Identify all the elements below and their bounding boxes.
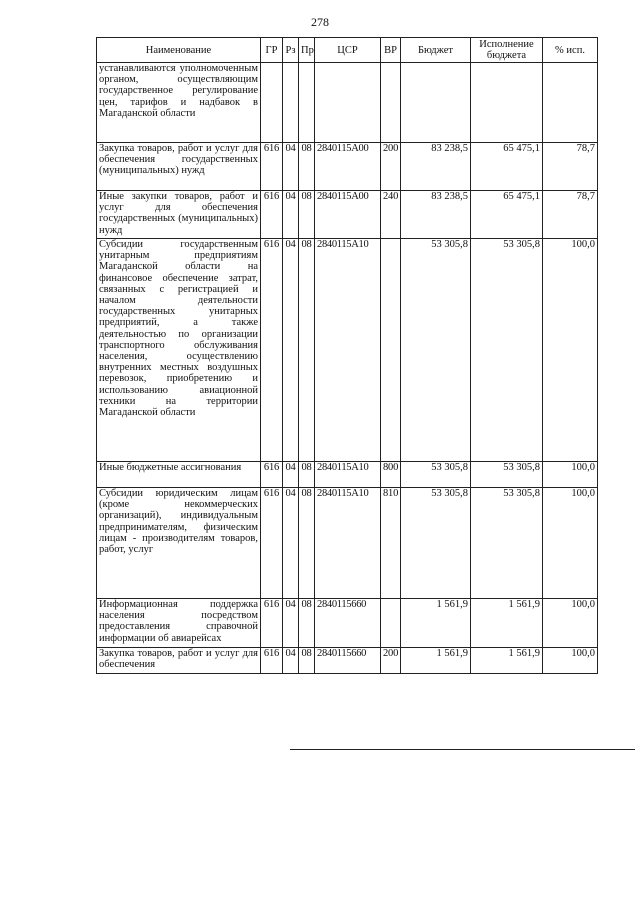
row-execution: 53 305,8 [471,239,543,462]
row-rz: 04 [283,239,299,462]
row-gr: 616 [261,462,283,488]
row-percent: 100,0 [543,488,598,599]
row-budget: 83 238,5 [401,143,471,191]
row-csr: 2840115А10 [315,488,381,599]
row-name: Субсидии юридическим лицам (кроме некоммерческих организаций), индивидуальным предпринимателям, физическим лицам - производителям товаров, работ, услуг [97,488,261,599]
row-execution: 53 305,8 [471,462,543,488]
row-csr: 2840115660 [315,648,381,674]
row-csr [315,63,381,143]
table-body [97,63,598,674]
row-pr: 08 [299,648,315,674]
row-budget [401,63,471,143]
row-gr: 616 [261,239,283,462]
row-budget: 53 305,8 [401,488,471,599]
row-vr: 240 [381,191,401,239]
header-rz: Рз [283,38,299,63]
row-pr: 08 [299,239,315,462]
row-name: Закупка товаров, работ и услуг для обеспечения [97,648,261,674]
table-row [97,488,598,599]
row-csr: 2840115А10 [315,462,381,488]
table-row [97,599,598,648]
row-percent: 100,0 [543,462,598,488]
row-gr: 616 [261,648,283,674]
header-execution: Исполнение бюджета [471,38,543,63]
page-number: 278 [311,15,329,29]
row-pr: 08 [299,143,315,191]
row-pr: 08 [299,599,315,648]
row-gr: 616 [261,599,283,648]
row-execution [471,63,543,143]
row-percent: 100,0 [543,599,598,648]
footer-divider [290,749,635,750]
row-name: Информационная поддержка населения посредством предоставления справочной информации об авиарейсах [97,599,261,648]
row-percent: 100,0 [543,648,598,674]
row-rz: 04 [283,191,299,239]
row-percent: 78,7 [543,143,598,191]
header-budget: Бюджет [401,38,471,63]
header-pr: Пр [299,38,315,63]
row-gr: 616 [261,143,283,191]
header-csr: ЦСР [315,38,381,63]
row-vr [381,599,401,648]
row-rz: 04 [283,143,299,191]
row-csr: 2840115660 [315,599,381,648]
row-rz: 04 [283,648,299,674]
row-execution: 1 561,9 [471,599,543,648]
row-execution: 65 475,1 [471,143,543,191]
budget-execution-table [96,37,598,674]
row-pr: 08 [299,462,315,488]
row-percent: 78,7 [543,191,598,239]
row-pr [299,63,315,143]
row-execution: 1 561,9 [471,648,543,674]
row-execution: 65 475,1 [471,191,543,239]
row-name: Закупка товаров, работ и услуг для обеспечения государственных (муниципальных) нужд [97,143,261,191]
row-vr [381,63,401,143]
table-row [97,648,598,674]
row-pr: 08 [299,488,315,599]
row-csr: 2840115А00 [315,191,381,239]
row-name: Иные закупки товаров, работ и услуг для обеспечения государственных (муниципальных) нужд [97,191,261,239]
row-name: Субсидии государственным унитарным предприятиям Магаданской области на финансовое обеспечение затрат, связанных с регистрацией и началом деятельности государственных унитарных предприятий, а также деятельностью по организации транспортного обслуживания населения, осуществлению внутренних местных воздушных перевозок, приобретению и использованию авиационной техники на территории Магаданской области [97,239,261,462]
row-csr: 2840115А10 [315,239,381,462]
row-budget: 1 561,9 [401,599,471,648]
table-row [97,143,598,191]
row-pr: 08 [299,191,315,239]
row-rz: 04 [283,462,299,488]
row-budget: 1 561,9 [401,648,471,674]
row-rz: 04 [283,488,299,599]
row-percent: 100,0 [543,239,598,462]
table-header [97,38,598,63]
table-row [97,63,598,143]
row-vr: 810 [381,488,401,599]
row-csr: 2840115А00 [315,143,381,191]
row-budget: 53 305,8 [401,239,471,462]
header-gr: ГР [261,38,283,63]
table-row [97,191,598,239]
row-percent [543,63,598,143]
table-row [97,462,598,488]
header-percent: % исп. [543,38,598,63]
row-rz [283,63,299,143]
row-gr: 616 [261,488,283,599]
table-row [97,239,598,462]
row-gr [261,63,283,143]
row-name: Иные бюджетные ассигнования [97,462,261,488]
row-vr [381,239,401,462]
row-vr: 200 [381,648,401,674]
row-rz: 04 [283,599,299,648]
row-budget: 83 238,5 [401,191,471,239]
row-vr: 200 [381,143,401,191]
row-budget: 53 305,8 [401,462,471,488]
header-name: Наименование [97,38,261,63]
row-name: устанавливаются уполномоченным органом, осуществляющим государственное регулирование цен, тарифов и надбавок в Магаданской области [97,63,261,143]
row-vr: 800 [381,462,401,488]
row-execution: 53 305,8 [471,488,543,599]
row-gr: 616 [261,191,283,239]
header-vr: ВР [381,38,401,63]
